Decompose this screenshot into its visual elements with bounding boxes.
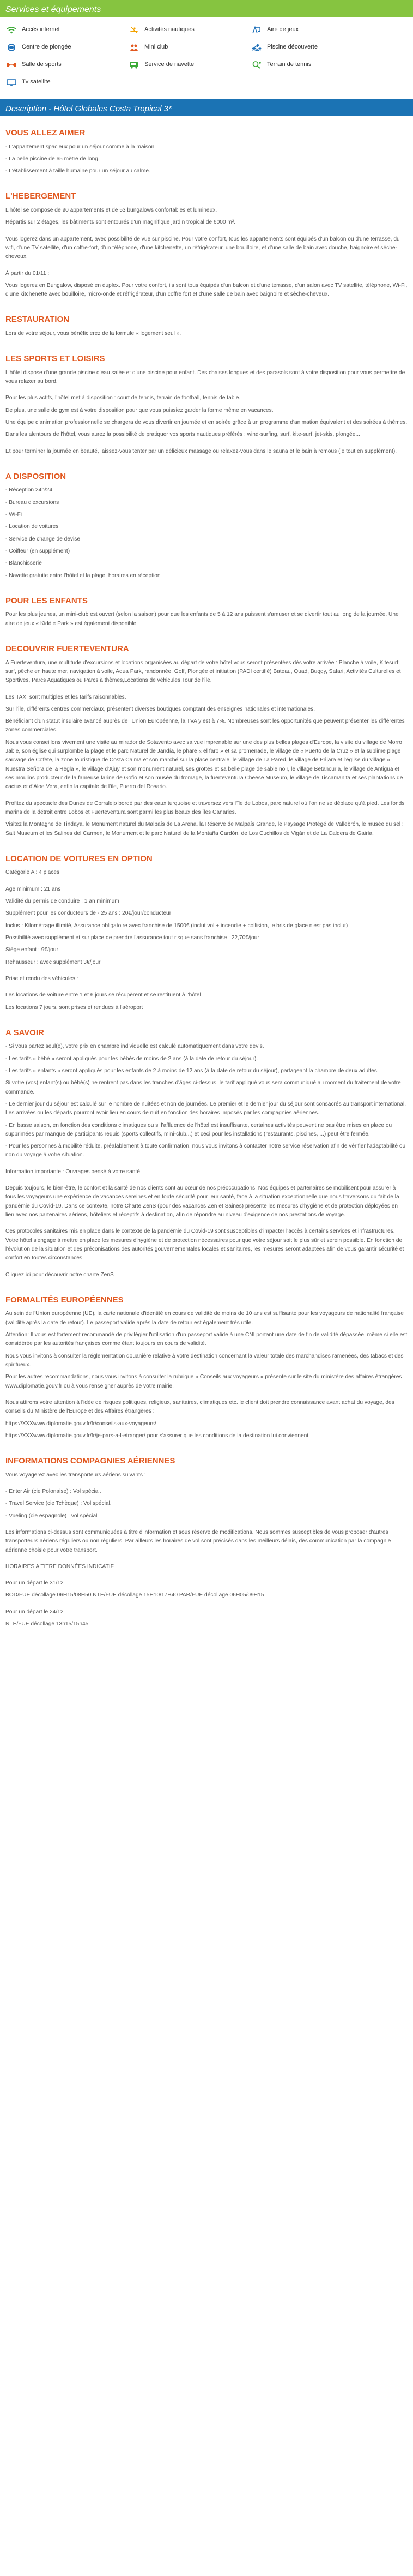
shuttle-icon (129, 61, 140, 69)
section-paragraph: Ces protocoles sanitaires mis en place dans le contexte de la pandémie du Covid-19 sont susceptibles d'impacter l'accès à certains services et infrastructures. Votre hôtel s'engage à mettre en place les mesures d'hygiène et de protection nécessaires pour que votre séjour soit le plus sûr et serein possible. En fonction de l'évolution de la situation et des préconisations des autorités gouvernementales locales et sanitaires, les mesures seront adaptées afin de vous garantir sécurité et confort en toutes circonstances. (5, 1228, 404, 1262)
service-item (129, 26, 252, 34)
service-item (7, 26, 129, 34)
section-paragraph: Vous voyagerez avec les transporteurs aériens suivants : (5, 1472, 146, 1478)
description-content (0, 116, 413, 1655)
section-paragraph: Attention: Il vous est fortement recommandé de privilégier l'utilisation d'un passeport valide à une CNI portant une date de fin de validité dépassée, même si elle est considérée par les autorités françaises comme étant toujours en cours de validité. (5, 1332, 408, 1347)
section-title: LOCATION DE VOITURES EN OPTION (5, 854, 153, 863)
service-item (7, 61, 129, 69)
section-paragraph: - Blanchisserie (5, 560, 42, 567)
gym-icon (7, 61, 17, 69)
spacer (5, 987, 408, 991)
section-paragraph: Visitez la Montagne de Tindaya, le Monument naturel du Malpaís de La Arena, la Réserve de Malpaís Grande, le Paysage Protégé de Vallebrón, le musée du sel : Salt Museum et les Salines del Carmen, le Monument et le parc Naturel de la Montaña Cardón, de Los Cuchillos de Vigán et de La Caldera de Gairía. (5, 821, 404, 837)
section-paragraph: Pour les plus jeunes, un mini-club est ouvert (selon la saison) pour que les enfants de 5 à 12 ans puissent s'amuser et se divertir tout au long de la journée. Une aire de jeux « Kiddie Park » est également disponible. (5, 611, 399, 627)
section-paragraph: - Service de change de devise (5, 536, 81, 542)
section-title: A DISPOSITION (5, 471, 66, 481)
section-paragraph: - Bureau d'excursions (5, 499, 59, 506)
section (5, 854, 408, 1012)
section-paragraph: Répartis sur 2 étages, les bâtiments sont entourés d'un magnifique jardin tropical de 6000 m². (5, 219, 236, 226)
wifi-icon (7, 26, 17, 34)
spacer (5, 1604, 408, 1608)
diving-icon (7, 44, 17, 51)
section (5, 596, 408, 628)
section-paragraph: L'hôtel dispose d'une grande piscine d'eau salée et d'une piscine pour enfant. Des chaises longues et des parasols sont à votre disposition pour vous permettre de vous relaxer au bord. (5, 369, 405, 385)
service-item (129, 61, 252, 69)
section-paragraph: - La belle piscine de 65 mètre de long. (5, 155, 100, 162)
section-paragraph: Profitez du spectacle des Dunes de Corralejo bordé par des eaux turquoise et traversez vers l'île de Lobos, parc naturel où l'on ne se déplace qu'à pied. Les fonds marins de la détroit entre Lobos et Fuerteventura sont parmi les plus beaux des îles Canaries. (5, 800, 405, 815)
section-paragraph: NTE/FUE décollage 13h15/15h45 (5, 1621, 89, 1628)
section-paragraph: - Navette gratuite entre l'hôtel et la plage, horaires en réception (5, 572, 161, 579)
service-label: Accès internet (22, 26, 60, 33)
service-item (252, 26, 374, 34)
section-title: FORMALITÉS EUROPÉENNES (5, 1295, 124, 1305)
section-paragraph: Et pour terminer la journée en beauté, laissez-vous tenter par un délicieux massage ou relaxez-vous dans le sauna et le bain à remous (le tout en supplément). (5, 448, 397, 454)
section-paragraph: Depuis toujours, le bien-être, le confort et la santé de nos clients sont au cœur de nos préoccupations. Nos équipes et partenaires se mobilisent pour assurer à tous les voyageurs une expérience de vacances sereines et en toute sécurité pour leur santé, face à la situation exceptionnelle que nous traversons du fait de la pandémie du Covid-19. Dans ce contexte, notre Charte ZenS (pour des vacances Zen et Saines) présente les mesures d'hygiène et de protection déployées en lien avec nos partenaires aériens, hôteliers et réceptifs à destination, afin de répondre au niveau d'exigence de nos prestations de voyage. (5, 1185, 399, 1218)
section-paragraph: Vous logerez en Bungalow, disposé en duplex. Pour votre confort, ils sont tous équipés d'un balcon et d'une terrasse, d'un salon avec TV satellite, téléphone, Wi-Fi, d'une kitchenette avec bouilloire, micro-onde et réfrigérateur, d'un coffre fort et d'une salle de bain avec baignoire et sèche-cheveux. (5, 282, 408, 298)
service-label: Terrain de tennis (267, 61, 312, 68)
spacer (5, 1266, 408, 1271)
tv-icon (7, 79, 17, 86)
service-label: Activités nautiques (144, 26, 195, 33)
section-title: DECOUVRIR FUERTEVENTURA (5, 644, 129, 654)
services-title: Services et équipements (5, 5, 101, 14)
section (5, 1028, 408, 1280)
services-panel (0, 17, 413, 92)
section-paragraph: Les TAXI sont multiples et les tarifs raisonnables. (5, 694, 126, 700)
section-paragraph: Prise et rendu des véhicules : (5, 975, 78, 982)
section-paragraph: - Pour les personnes à mobilité réduite, préalablement à toute confirmation, nous vous invitons à contacter notre service réservation afin de vérifier l'adaptabilité ou non du voyage à votre situation. (5, 1143, 406, 1158)
section-paragraph: Rehausseur : avec supplément 3€/jour (5, 959, 101, 965)
section-title: POUR LES ENFANTS (5, 596, 88, 605)
tennis-icon (252, 61, 263, 69)
spacer (5, 881, 408, 885)
section-paragraph: Catégorie A : 4 places (5, 869, 60, 876)
section-paragraph: Age minimum : 21 ans (5, 886, 61, 892)
section (5, 191, 408, 299)
description-banner (0, 99, 413, 116)
section-paragraph: Les locations 7 jours, sont prises et rendues à l'aéroport (5, 1004, 143, 1011)
section-paragraph: Pour un départ le 24/12 (5, 1608, 64, 1615)
section-paragraph: Inclus : Kilométrage illimité, Assurance obligatoire avec franchise de 1500€ (inclut vol + incendie + collision, le bris de glace n'est pas inclut) (5, 922, 348, 929)
section-paragraph: - L'appartement spacieux pour un séjour comme à la maison. (5, 143, 156, 150)
section-paragraph: - Les tarifs « bébé » seront appliqués pour les bébés de moins de 2 ans (à la date de retour du séjour). (5, 1055, 258, 1062)
section-title: A SAVOIR (5, 1028, 44, 1037)
service-item (252, 44, 374, 51)
spacer (5, 970, 408, 975)
section-paragraph: https://XXXwww.diplomatie.gouv.fr/fr/conseils-aux-voyageurs/ (5, 1420, 156, 1427)
section-title: L'HEBERGEMENT (5, 191, 76, 201)
services-grid (5, 26, 408, 86)
spacer (5, 1483, 408, 1487)
section (5, 1295, 408, 1440)
spacer (5, 443, 408, 447)
section-paragraph: Au sein de l'Union européenne (UE), la carte nationale d'identité en cours de validité de moins de 10 ans est suffisante pour les voyageurs de nationalité française (validité après la date de retour). Le passeport valide après la date de retour est également très utile. (5, 1311, 404, 1326)
service-item (252, 61, 374, 69)
spacer (5, 1163, 408, 1168)
section-paragraph: Lors de votre séjour, vous bénéficierez de la formule « logement seul ». (5, 330, 181, 337)
service-label: Aire de jeux (267, 26, 299, 33)
section-paragraph: BOD/FUE décollage 06H15/08H50 NTE/FUE décollage 15H10/17H40 PAR/FUE décollage 06H05/09H15 (5, 1592, 264, 1599)
section-paragraph: Information importante : Ouvrages pensé à votre santé (5, 1168, 140, 1175)
section (5, 314, 408, 338)
section-paragraph: A Fuerteventura, une multitude d'excursions et locations organisées au départ de votre hôtel vous seront présentées dès votre arrivée : Planche à voile, Kitesurf, surf, pêche en haute mer, navigation à voile, Aqua Park, randonnée, Golf, Plongée et initiation (PADI certifié) Bateau, Quad, Buggy, Safari, Activités Culturelles et Sportives, Parcs Aquatiques ou Parcs à thèmes,Locations de véhicules,Tour de l'île. (5, 659, 401, 684)
service-label: Mini club (144, 44, 168, 51)
service-label: Service de navette (144, 61, 195, 68)
section-paragraph: - Location de voitures (5, 524, 59, 530)
spacer (5, 1524, 408, 1528)
spacer (5, 1558, 408, 1563)
section-paragraph: - L'établissement à taille humaine pour un séjour au calme. (5, 168, 150, 175)
section-paragraph: Pour les plus actifs, l'hôtel met à disposition : court de tennis, terrain de football, tennis de table. (5, 395, 241, 401)
section-paragraph: https://XXXwww.diplomatie.gouv.fr/fr/je-pars-a-l-etranger/ pour s'assurer que les conditions de la destination lui conviennent. (5, 1432, 310, 1439)
section-paragraph: Nous attirons votre attention à l'idée de risques politiques, religieux, sanitaires, climatiques etc. le client doit prendre connaissance avant achat du voyage, des conseils du Ministère de l'Europe et des Affaires étrangères : (5, 1399, 394, 1415)
services-banner (0, 0, 413, 17)
section-paragraph: L'hôtel se compose de 90 appartements et de 53 bungalows confortables et lumineux. (5, 207, 217, 213)
section-paragraph: HORAIRES A TITRE DONNÉES INDICATIF (5, 1563, 114, 1570)
section-title: VOUS ALLEZ AIMER (5, 128, 86, 137)
section-paragraph: Cliquez ici pour découvrir notre charte ZenS (5, 1271, 114, 1278)
section-paragraph: - Réception 24h/24 (5, 487, 53, 494)
service-label: Centre de plongée (22, 44, 71, 51)
playground-icon (252, 26, 263, 34)
spacer (5, 1180, 408, 1184)
section-paragraph: Nous vous invitons à consulter la réglementation douanière relative à votre destination concernant la valeur totale des marchandises ramenées, des tabacs et des spiritueux. (5, 1353, 404, 1368)
spacer (5, 689, 408, 693)
service-label: Piscine découverte (267, 44, 318, 51)
description-title: Description - Hôtel Globales Costa Tropical 3* (5, 104, 172, 113)
section-paragraph: De plus, une salle de gym est à votre disposition pour que vous puissiez garder la forme même en vacances. (5, 407, 274, 413)
section-paragraph: Une équipe d'animation professionnelle se chargera de vous divertir en journée et en soirée grâce à un programme d'animation équivalent et des soirées à thèmes. (5, 419, 408, 425)
pool-icon (252, 44, 263, 51)
section (5, 128, 408, 176)
section-paragraph: - Coiffeur (en supplément) (5, 548, 70, 554)
section-paragraph: - En basse saison, en fonction des conditions climatiques ou si l'affluence de l'hôtel est insuffisante, certaines activités peuvent ne pas être mises en place ou supprimées par manque de participants requis (sports collectifs, mini-club...) et ceci pour les installations (restaurants, piscines, ...) peut être fermée. (5, 1122, 392, 1137)
mini-club-icon (129, 44, 140, 51)
spacer (5, 265, 408, 269)
spacer (5, 1575, 408, 1579)
section-paragraph: Pour un départ le 31/12 (5, 1580, 64, 1587)
spacer (5, 1223, 408, 1227)
section-paragraph: Si votre (vos) enfant(s) ou bébé(s) ne rentrent pas dans les tranches d'âges ci-dessus, le tarif appliqué vous sera communiqué au moment du traitement de votre commande. (5, 1080, 401, 1095)
section-paragraph: - Le dernier jour du séjour est calculé sur le nombre de nuitées et non de journées. Le premier et le dernier jour du séjour sont consacrés au transport international. Les arrivées ou les départs pourront avoir lieu en cours de nuit en fonction des horaires imposés par les compagnies aériennes. (5, 1101, 406, 1116)
section-paragraph: - Wi-Fi (5, 512, 22, 518)
spacer (5, 1394, 408, 1398)
section-paragraph: À partir du 01/11 : (5, 270, 50, 277)
section-paragraph: Vous logerez dans un appartement, avec possibilité de vue sur piscine. Pour votre confort, tous les appartements sont équipés d'un balcon ou d'une terrasse, du wifi, d'une TV satellite, d'un coffre-fort, d'un téléphone, d'une kitchenette, un réfrigérateur, une bouilloire, et d'une salle de bain avec douche, baignoire et sèche-cheveux. (5, 236, 400, 260)
section-paragraph: Les locations de voiture entre 1 et 6 jours se récupèrent et se restituent à l'hôtel (5, 992, 201, 999)
section-paragraph: Siège enfant : 9€/jour (5, 947, 58, 953)
section-paragraph: Dans les alentours de l'hôtel, vous aurez la possibilité de pratiquer vos sports nautiques préférés : wind-surfing, surf, kite-surf, jet-skis, plongée... (5, 431, 360, 438)
section-paragraph: Pour les autres recommandations, nous vous invitons à consulter la rubrique « Conseils aux voyageurs » présente sur le site du ministère des affaires étrangères www.diplomatie.gouv.fr ou à vous renseigner auprès de votre mairie. (5, 1374, 402, 1389)
service-item (7, 79, 129, 86)
section-paragraph: Bénéficiant d'un statut insulaire avancé auprès de l'Union Européenne, la TVA y est à 7%. Nombreuses sont les opportunités que peuvent présenter les différentes zones commerciales. (5, 718, 405, 734)
section-paragraph: Les informations ci-dessus sont communiquées à titre d'information et sous réserve de modifications. Nous sommes susceptibles de vous proposer d'autres transporteurs aériens réguliers ou non réguliers. Par ailleurs les horaires de vol sont précisés dans les meilleurs délais, dès communication par la compagnie aérienne choisie pour votre transport. (5, 1529, 391, 1553)
section-paragraph: Validité du permis de conduire : 1 an minimum (5, 898, 119, 904)
section-paragraph: Possibilité avec supplément et sur place de prendre l'assurance tout risque sans franchise : 22,70€/jour (5, 934, 259, 941)
service-label: Tv satellite (22, 79, 51, 86)
section (5, 644, 408, 838)
section-title: LES SPORTS ET LOISIRS (5, 354, 105, 364)
service-item (7, 44, 129, 51)
section (5, 353, 408, 456)
section-title: INFORMATIONS COMPAGNIES AÉRIENNES (5, 1456, 175, 1466)
section-paragraph: - Enter Air (cie Polonaise) : Vol spécial. (5, 1488, 101, 1494)
section-paragraph: - Si vous partez seul(e), votre prix en chambre individuelle est calculé automatiquement dans votre devis. (5, 1043, 264, 1050)
spacer (5, 231, 408, 235)
spacer (5, 389, 408, 394)
section-paragraph: - Vueling (cie espagnole) : vol spécial (5, 1512, 98, 1519)
spacer (5, 795, 408, 800)
section (5, 471, 408, 580)
section-title: RESTAURATION (5, 315, 69, 325)
service-item (129, 44, 252, 51)
service-label: Salle de sports (22, 61, 62, 68)
section-paragraph: Nous vous conseillons vivement une visite au mirador de Sotavento avec sa vue imprenable sur une des plus belles plages d'Europe, la visite du village de Morro Jable, son église qui surplombe la plage et le parc Naturel de Jandía, le phare « el faro » et sa promenade, le village de « Puerto de la Cruz » et la sublime plage sauvage de Cofete, la zone touristique de Costa Calma et son marché sur la place centrale, le village de La Pared, le village de Pájara et l'église du village « Nuestra Señora de la Regla », le village d'Ajuy et son monument naturel, ses grottes et sa belle plage de sable noir, le village Betancuria, le village de Antigua et ses moulins producteur de la fameuse farine de Gofio et son musée du fromage, la fuerteventura Cheese Museum, le village de Tiscamanita et ses plantations de cactus et d'Aloe Vera, enfin la capitale de l'île, Puerto del Rosario. (5, 739, 403, 790)
section-paragraph: - Les tarifs « enfants » seront appliqués pour les enfants de 2 à moins de 12 ans (à la date de retour du séjour), partageant la chambre de deux adultes. (5, 1067, 379, 1074)
section-paragraph: - Travel Service (cie Tchèque) : Vol spécial. (5, 1500, 112, 1507)
kayak-icon (129, 26, 140, 34)
section-paragraph: Sur l'île, différents centres commerciaux, présentent diverses boutiques comptant des enseignes nationales et internationales. (5, 706, 315, 712)
section (5, 1456, 408, 1629)
section-paragraph: Supplément pour les conducteurs de - 25 ans : 20€/jour/conducteur (5, 910, 172, 917)
